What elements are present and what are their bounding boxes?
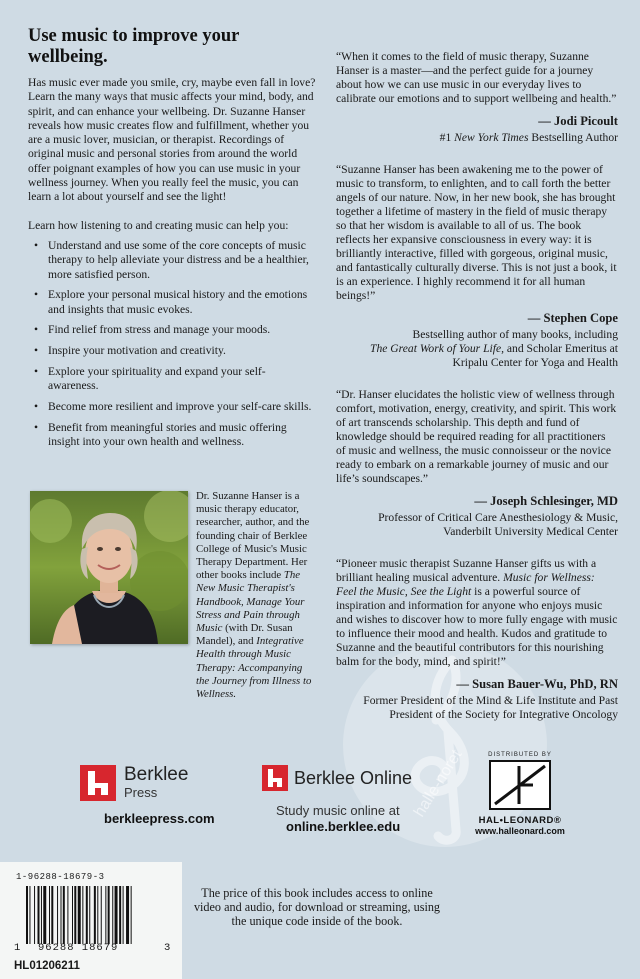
barcode-bar bbox=[126, 886, 129, 944]
hal-leonard-name: HAL•LEONARD® bbox=[478, 815, 562, 826]
barcode-bar bbox=[131, 886, 132, 944]
endorsement-credentials bbox=[336, 694, 618, 722]
barcode-bar bbox=[63, 886, 65, 944]
endorsement-author: — Stephen Cope bbox=[527, 311, 618, 325]
description-column bbox=[28, 26, 316, 456]
price-note: The price of this book includes access to online video and audio, for download or streaming, using the unique code inside of the book. bbox=[193, 886, 441, 929]
learn-intro: Learn how listening to and creating music can help you: bbox=[28, 218, 289, 232]
barcode-bar bbox=[89, 886, 90, 944]
endorsement-author: — Jodi Picoult bbox=[538, 114, 618, 128]
barcode-bar bbox=[29, 886, 30, 944]
barcode-bar bbox=[115, 886, 118, 944]
barcode-panel bbox=[0, 862, 182, 979]
berklee-online-name: Berklee Online bbox=[294, 768, 413, 788]
author-bio bbox=[196, 490, 318, 701]
quote-book-title: Music for Wellness: Feel the Music, See the Light bbox=[336, 571, 595, 598]
barcode-bar bbox=[49, 886, 50, 944]
endorsement bbox=[336, 557, 618, 722]
barcode-bar bbox=[112, 886, 113, 944]
barcode-bar bbox=[72, 886, 73, 944]
berklee-press-logo bbox=[80, 765, 215, 826]
barcode-bar bbox=[82, 886, 83, 944]
barcode-bar bbox=[108, 886, 110, 944]
endorsement bbox=[336, 50, 618, 145]
barcode-image bbox=[26, 886, 166, 944]
credential-text: Bestselling author of many books, including bbox=[412, 328, 618, 341]
endorsement-credentials bbox=[336, 328, 618, 370]
endorsement-credentials bbox=[336, 131, 618, 145]
author-bio-text: Dr. Suzanne Hanser is a music therapy educator, researcher, author, and the founding chair of Berklee College of Music's Music Therapy Department. Her other books include bbox=[196, 490, 310, 582]
endorsement bbox=[336, 388, 618, 539]
list-item: • Inspire your motivation and creativity. bbox=[48, 344, 316, 358]
author-bio-book: The New Music Therapist's Handbook, Manage Your Stress and Pain through Music bbox=[196, 569, 305, 635]
barcode-bar bbox=[26, 886, 28, 944]
endorsement bbox=[336, 163, 618, 370]
list-item: • Become more resilient and improve your self-care skills. bbox=[48, 400, 316, 414]
barcode-bar bbox=[119, 886, 121, 944]
barcode-bar bbox=[43, 886, 46, 944]
berklee-online-logo bbox=[262, 765, 412, 834]
berklee-press-name: Berklee bbox=[124, 764, 189, 785]
barcode-bar bbox=[97, 886, 98, 944]
endorsement-quote: “Dr. Hanser elucidates the holistic view of wellness through comfort, motivation, energy, creativity, and spirit. This work of art transcends scholarship. This depth and fund of knowledge should be required reading for all practitioners of music and wellness, the music connoisseur or the novice ready to embark on a remarkable journey of music and our life’s soundscapes.” bbox=[336, 388, 617, 485]
credential-text: Kripalu Center for Yoga and Health bbox=[452, 356, 618, 369]
quote-text: is a powerful source of inspiration and information for anyone who enjoys music and wishes to discover how to more fully engage with music to influence their mood and health. Kudos and gratitude to Suzanne and the beautiful contributors for this nourishing balm for the body, mind, and spirit!” bbox=[336, 585, 618, 668]
barcode-bar bbox=[74, 886, 76, 944]
barcode-lead-digit: 1 bbox=[14, 942, 21, 954]
headline: Use music to improve your wellbeing. bbox=[28, 26, 240, 67]
barcode-bar bbox=[94, 886, 96, 944]
barcode-bar bbox=[51, 886, 53, 944]
credential-text: and Scholar Emeritus at bbox=[504, 342, 618, 355]
author-bio-text: (with Dr. Susan Mandel), and bbox=[196, 622, 293, 648]
barcode-bar bbox=[78, 886, 81, 944]
berklee-online-url[interactable]: online.berklee.edu bbox=[286, 819, 401, 834]
barcode-bar bbox=[61, 886, 62, 944]
author-photo bbox=[30, 491, 188, 644]
barcode-bar bbox=[38, 886, 40, 944]
list-item: • Benefit from meaningful stories and music offering insight into your own health and wellness. bbox=[48, 421, 316, 450]
barcode-digits: 96288 18679 bbox=[38, 942, 119, 954]
barcode-bar bbox=[123, 886, 124, 944]
endorsement-author: — Joseph Schlesinger, MD bbox=[474, 494, 618, 508]
hal-leonard-url[interactable]: www.halleonard.com bbox=[475, 826, 565, 836]
barcode-check-digit: 3 bbox=[164, 942, 171, 954]
barcode-bar bbox=[41, 886, 42, 944]
credential-text: Vanderbilt University Medical Center bbox=[443, 525, 618, 538]
credential-text: Bestselling Author bbox=[528, 131, 618, 144]
isbn-label: 1-96288-18679-3 bbox=[16, 872, 105, 882]
list-item: • Explore your spirituality and expand your self-awareness. bbox=[48, 365, 316, 394]
endorsement-quote: “Suzanne Hanser has been awakening me to the power of music to transform, to enlighten, and to call forth the better angels of our nature. Now, in her new book, she has brought together a lifetime of mastery in the field of music therapy so that her wisdom is available to all of us. The book reflects her expansive consciousness in every way: it is brilliantly interactive, filled with gorgeous, original music, and fantastically culturally diverse. This is not just a book, it is an experience. I highly recommend it for all human beings!” bbox=[336, 163, 617, 302]
barcode-bar bbox=[105, 886, 106, 944]
credential-italic: The Great Work of Your Life, bbox=[370, 342, 505, 355]
barcode-bar bbox=[34, 886, 35, 944]
watermark-text: halle-noret bbox=[410, 746, 466, 821]
berklee-mark-icon bbox=[262, 765, 288, 791]
berklee-online-tagline: Study music online at bbox=[276, 803, 400, 818]
berklee-press-url[interactable]: berkleepress.com bbox=[104, 811, 215, 826]
distributed-by-label: DISTRIBUTED BY bbox=[488, 752, 552, 758]
list-item: • Explore your personal musical history and the emotions and insights that music evokes. bbox=[48, 288, 316, 317]
endorsement-quote bbox=[336, 557, 618, 669]
benefits-list bbox=[28, 239, 316, 450]
hal-leonard-logo bbox=[462, 752, 578, 836]
author-bio-book: Integrative Health through Music Therapy: Accompanying the Journey from Illness to Wellness. bbox=[196, 635, 312, 701]
credential-text: #1 bbox=[439, 131, 455, 144]
credential-text: President of the Society for Integrative Oncology bbox=[389, 708, 618, 721]
barcode-bar bbox=[86, 886, 88, 944]
endorsements-column bbox=[336, 50, 618, 740]
quote-text: “Pioneer music therapist Suzanne Hanser gifts us with a brilliant healing musical adventure. bbox=[336, 557, 597, 584]
hal-leonard-mark-icon bbox=[489, 760, 551, 810]
list-item: • Find relief from stress and manage your moods. bbox=[48, 323, 316, 337]
credential-italic: New York Times bbox=[454, 131, 529, 144]
intro-paragraph: Has music ever made you smile, cry, maybe even fall in love? Learn the many ways that music affects your mind, body, and spirit, and can enhance your wellbeing. Dr. Suzanne Hanser reveals how music creates flow and fulfillment, whether you are a music lover, musician, or therapist. Recordings of original music and personal stories from around the world offer poignant examples of how you can use music in your wellness journey. When you really feel the music, you can learn a lot about yourself and see the light! bbox=[28, 76, 316, 204]
barcode-bar bbox=[57, 886, 58, 944]
berklee-mark-icon bbox=[80, 765, 116, 801]
barcode-bar bbox=[67, 886, 68, 944]
credential-text: Former President of the Mind & Life Institute and Past bbox=[363, 694, 618, 707]
barcode-bar bbox=[101, 886, 102, 944]
endorsement-author: — Susan Bauer-Wu, PhD, RN bbox=[456, 677, 618, 691]
endorsement-credentials bbox=[336, 511, 618, 539]
berklee-press-sub: Press bbox=[124, 785, 158, 800]
sku-label: HL01206211 bbox=[14, 960, 80, 972]
endorsement-quote: “When it comes to the field of music therapy, Suzanne Hanser is a master—and the perfect guide for a journey about how we can use music in our everyday lives to calibrate our emotions and to support wellbeing and health.” bbox=[336, 50, 617, 105]
list-item: • Understand and use some of the core concepts of music therapy to help alleviate your distress and be a healthier, more satisfied person. bbox=[48, 239, 316, 282]
credential-text: Professor of Critical Care Anesthesiology & Music, bbox=[378, 511, 618, 524]
